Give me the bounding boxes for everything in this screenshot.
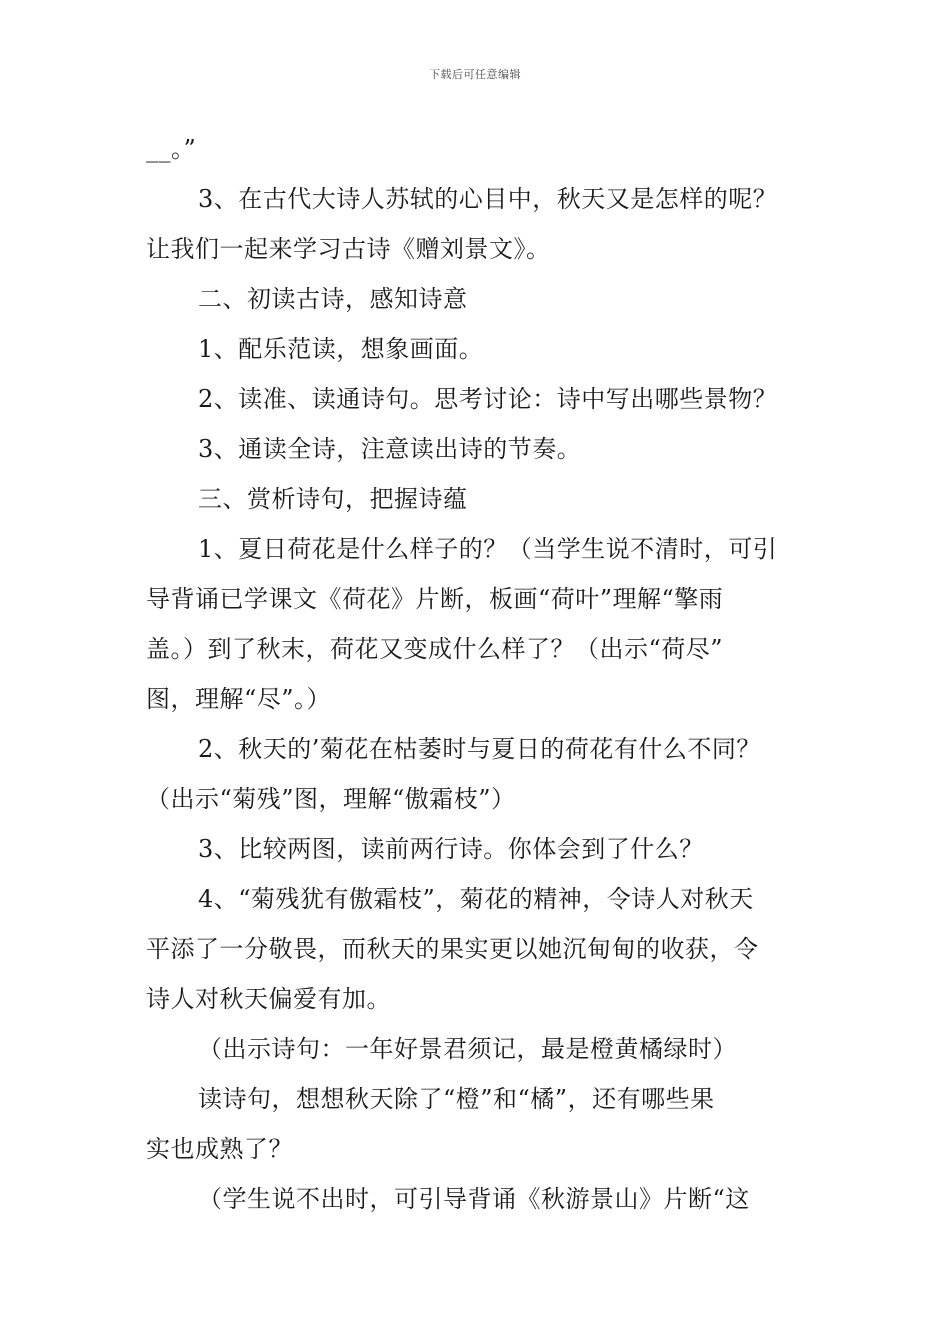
text-line: 导背诵已学课文《荷花》片断，板画“荷叶”理解“擎雨 (146, 585, 724, 613)
text-line: __。” (146, 135, 197, 163)
text-line: （出示诗句：一年好景君须记，最是橙黄橘绿时） (198, 1035, 737, 1063)
text-line: 1、配乐范读，想象画面。 (198, 335, 484, 363)
text-line: 图，理解“尽”。） (146, 685, 332, 713)
text-line: （学生说不出时，可引导背诵《秋游景山》片断“这 (198, 1185, 750, 1213)
text-line: 诗人对秋天偏爱有加。 (146, 985, 391, 1013)
text-line: 三、赏析诗句，把握诗蕴 (198, 485, 468, 513)
text-line: 二、初读古诗，感知诗意 (198, 285, 468, 313)
text-line: 3、在古代大诗人苏轼的心目中，秋天又是怎样的呢？ (198, 185, 778, 213)
text-line: 2、秋天的’菊花在枯萎时与夏日的荷花有什么不同？ (198, 735, 761, 763)
text-line: 2、读准、读通诗句。思考讨论：诗中写出哪些景物？ (198, 385, 778, 413)
text-line: 1、夏日荷花是什么样子的？（当学生说不清时，可引 (198, 535, 778, 563)
page-header: 下载后可任意编辑 (429, 68, 521, 81)
text-line: 读诗句，想想秋天除了“橙”和“橘”，还有哪些果 (198, 1085, 715, 1113)
text-line: （出示“菊残”图，理解“傲霜枝”） (146, 785, 516, 813)
text-line: 3、通读全诗，注意读出诗的节奏。 (198, 435, 582, 463)
text-line: 盖。）到了秋末，荷花又变成什么样了？（出示“荷尽” (146, 635, 724, 663)
text-line: 4、“菊残犹有傲霜枝”，菊花的精神，令诗人对秋天 (198, 885, 754, 913)
text-line: 实也成熟了？ (146, 1135, 293, 1163)
text-line: 3、比较两图，读前两行诗。你体会到了什么？ (198, 835, 704, 863)
document-body (146, 124, 810, 1224)
text-line: 让我们一起来学习古诗《赠刘景文》。 (146, 235, 551, 263)
text-line: 平添了一分敬畏，而秋天的果实更以她沉甸甸的收获，令 (146, 935, 759, 963)
